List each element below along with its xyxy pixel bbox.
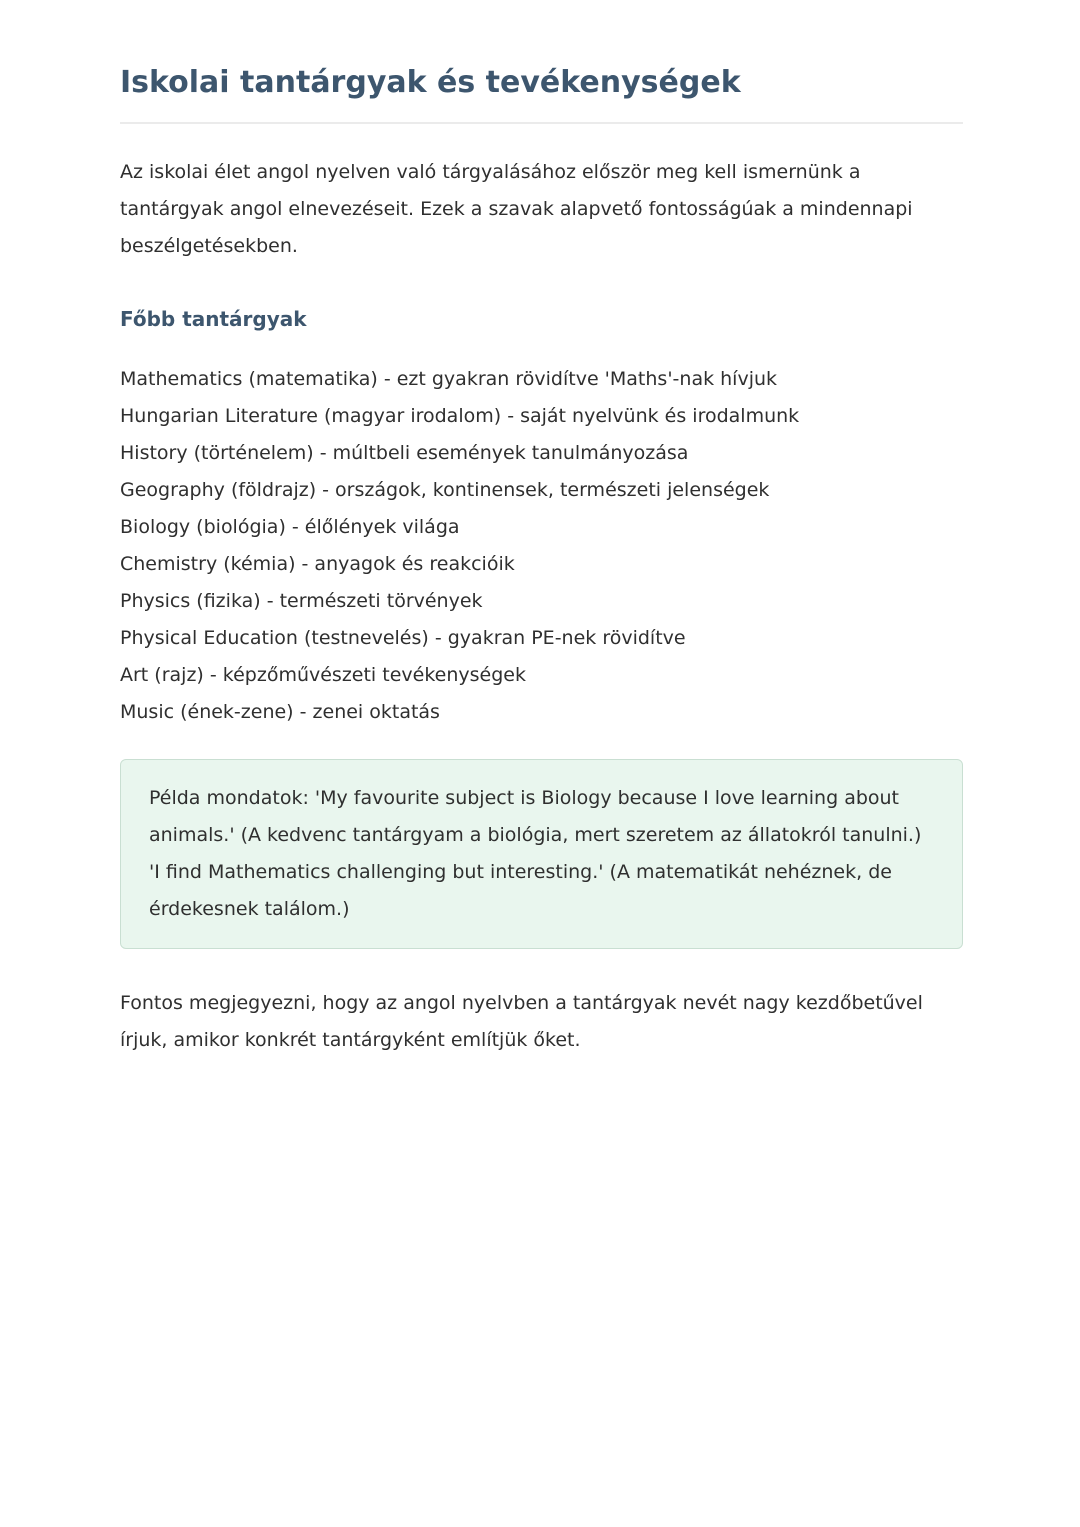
subject-item: Mathematics (matematika) - ezt gyakran rövidítve 'Maths'-nak hívjuk (120, 368, 778, 390)
subject-item: Physical Education (testnevelés) - gyakran PE-nek rövidítve (120, 627, 686, 649)
subject-item: History (történelem) - múltbeli események tanulmányozása (120, 442, 689, 464)
subject-item: Hungarian Literature (magyar irodalom) - saját nyelvünk és irodalmunk (120, 405, 800, 427)
closing-paragraph: Fontos megjegyezni, hogy az angol nyelvben a tantárgyak nevét nagy kezdőbetűvel írjuk, amikor konkrét tantárgyként említjük őket. (120, 992, 923, 1051)
page-title: Iskolai tantárgyak és tevékenységek (120, 64, 963, 124)
intro-paragraph: Az iskolai élet angol nyelven való tárgyalásához először meg kell ismernünk a tantárgyak angol elnevezéseit. Ezek a szavak alapvető fontosságúak a mindennapi beszélgetésekben. (120, 161, 913, 257)
subject-item: Biology (biológia) - élőlények világa (120, 516, 460, 538)
subject-item: Geography (földrajz) - országok, kontinensek, természeti jelenségek (120, 479, 770, 501)
subject-item: Chemistry (kémia) - anyagok és reakcióik (120, 553, 515, 575)
example-box-text: Példa mondatok: 'My favourite subject is Biology because I love learning about animals.' (A kedvenc tantárgyam a biológia, mert szeretem az állatokról tanulni.) 'I find Mathematics challenging but interesting.' (A matematikát nehéznek, de érdekesnek találom.) (149, 787, 922, 920)
subject-list (120, 361, 963, 731)
example-box (120, 759, 963, 949)
subject-item: Music (ének-zene) - zenei oktatás (120, 701, 440, 723)
section-heading: Főbb tantárgyak (120, 307, 307, 331)
subject-item: Physics (fizika) - természeti törvények (120, 590, 483, 612)
subject-item: Art (rajz) - képzőművészeti tevékenységek (120, 664, 526, 686)
